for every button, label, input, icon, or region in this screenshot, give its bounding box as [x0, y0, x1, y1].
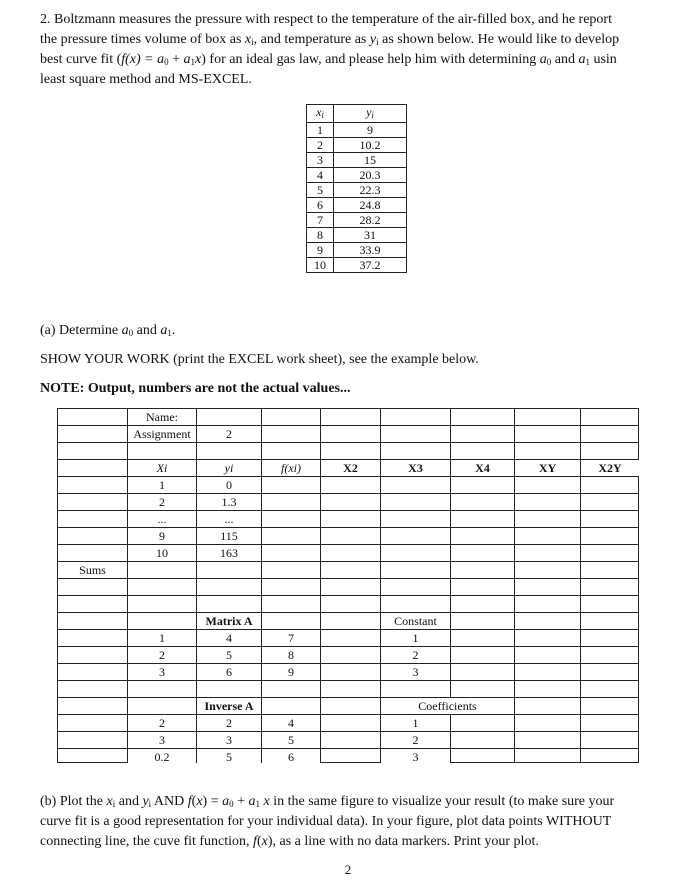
data-rows — [307, 123, 407, 273]
data-row — [307, 153, 407, 168]
coefficient-cell: 3 — [381, 749, 450, 765]
column-header: X3 — [381, 460, 450, 476]
y-cell: 1.3 — [197, 494, 261, 510]
x-value: 1 — [307, 123, 334, 138]
y-value: 24.8 — [334, 198, 407, 213]
x-value: 8 — [307, 228, 334, 243]
col-header-y: $y_i$ — [334, 105, 407, 123]
x-cell: 1 — [128, 477, 196, 493]
assignment-value: 2 — [197, 426, 261, 442]
problem-line-1: 2. Boltzmann measures the pressure with respect to the temperature of the air-filled box, and he report — [40, 12, 612, 27]
matrix-a-cell: 9 — [262, 664, 320, 680]
part-b-line-1: (b) Plot the $x_i$ and $y_i$ AND $f(x) = a_0 + a_1$ x in the same figure to visualize your result (to make sure your — [40, 794, 615, 809]
grid-column-line — [57, 408, 58, 763]
matrix-a-cell: 2 — [128, 647, 196, 663]
matrix-a-cell: 8 — [262, 647, 320, 663]
matrix-a-label: Matrix A — [197, 613, 261, 629]
x-cell: 2 — [128, 494, 196, 510]
matrix-a-cell: 5 — [197, 647, 261, 663]
problem-line-2: the pressure times volume of box as $x_i$, and temperature as $y_i$ as shown below. He would like to develop — [40, 32, 620, 47]
part-b-line-2: curve fit is a good representation for your individual data). In your figure, plot data points WITHOUT — [40, 814, 612, 829]
data-row — [307, 213, 407, 228]
inverse-a-label: Inverse A — [197, 698, 261, 714]
constant-cell: 3 — [381, 664, 450, 680]
coefficients-label: Coefficients — [381, 698, 514, 714]
grid-row-line — [57, 612, 639, 613]
data-row — [307, 183, 407, 198]
constant-cell: 1 — [381, 630, 450, 646]
y-value: 28.2 — [334, 213, 407, 228]
matrix-a-cell: 4 — [197, 630, 261, 646]
x-cell: 10 — [128, 545, 196, 561]
y-cell: ... — [197, 511, 261, 527]
inverse-a-cell: 4 — [262, 715, 320, 731]
column-header: XY — [515, 460, 580, 476]
matrix-a-cell: 1 — [128, 630, 196, 646]
y-cell: 0 — [197, 477, 261, 493]
y-cell: 115 — [197, 528, 261, 544]
y-value: 9 — [334, 123, 407, 138]
constant-label: Constant — [381, 613, 450, 629]
x-cell: ... — [128, 511, 196, 527]
grid-row-line — [57, 578, 639, 579]
grid-row-line — [57, 561, 639, 562]
page-number: 2 — [344, 862, 352, 877]
part-b-line-3: connecting line, the cuve fit function, f(x), as a line with no data markers. Print your plot. — [40, 834, 539, 849]
x-value: 5 — [307, 183, 334, 198]
x-cell: 9 — [128, 528, 196, 544]
y-value: 10.2 — [334, 138, 407, 153]
data-table — [306, 104, 407, 273]
y-value: 20.3 — [334, 168, 407, 183]
column-header: Xi — [128, 460, 196, 476]
x-value: 4 — [307, 168, 334, 183]
coefficient-cell: 2 — [381, 732, 450, 748]
data-row — [307, 228, 407, 243]
data-row — [307, 138, 407, 153]
x-value: 10 — [307, 258, 334, 273]
inverse-a-cell: 3 — [128, 732, 196, 748]
grid-row-line — [57, 442, 639, 443]
column-header: f(xi) — [262, 460, 320, 476]
grid-row-line — [57, 697, 639, 698]
coefficient-cell: 1 — [381, 715, 450, 731]
data-row — [307, 243, 407, 258]
matrix-a-cell: 7 — [262, 630, 320, 646]
x-value: 3 — [307, 153, 334, 168]
y-value: 37.2 — [334, 258, 407, 273]
x-value: 6 — [307, 198, 334, 213]
inverse-a-cell: 2 — [128, 715, 196, 731]
data-row — [307, 198, 407, 213]
data-row — [307, 168, 407, 183]
x-value: 9 — [307, 243, 334, 258]
y-value: 33.9 — [334, 243, 407, 258]
inverse-a-cell: 3 — [197, 732, 261, 748]
data-row — [307, 258, 407, 273]
y-value: 15 — [334, 153, 407, 168]
problem-line-4: least square method and MS-EXCEL. — [40, 72, 252, 87]
assignment-label: Assignment — [128, 426, 196, 442]
y-cell: 163 — [197, 545, 261, 561]
grid-row-line — [57, 680, 639, 681]
inverse-a-cell: 2 — [197, 715, 261, 731]
grid-row-line — [57, 595, 639, 596]
matrix-a-cell: 6 — [197, 664, 261, 680]
data-row — [307, 123, 407, 138]
x-value: 2 — [307, 138, 334, 153]
y-value: 31 — [334, 228, 407, 243]
problem-line-3: best curve fit $(f(x) = a_0 + a_1x)$ for an ideal gas law, and please help him with determining $a_0$ and $a_1$ usin — [40, 52, 617, 67]
excel-worksheet — [57, 408, 639, 763]
show-work-text: SHOW YOUR WORK (print the EXCEL work sheet), see the example below. — [40, 352, 479, 367]
inverse-a-cell: 0.2 — [128, 749, 196, 765]
column-header: X4 — [451, 460, 514, 476]
name-label: Name: — [128, 409, 196, 425]
column-header: yi — [197, 460, 261, 476]
problem-statement — [40, 10, 655, 90]
col-header-x: $x_i$ — [307, 105, 334, 123]
x-value: 7 — [307, 213, 334, 228]
matrix-a-cell: 3 — [128, 664, 196, 680]
constant-cell: 2 — [381, 647, 450, 663]
part-a-heading: (a) Determine $a_0$ and $a_1$. — [40, 323, 176, 338]
y-value: 22.3 — [334, 183, 407, 198]
inverse-a-cell: 5 — [262, 732, 320, 748]
sums-label: Sums — [58, 562, 127, 578]
inverse-a-cell: 5 — [197, 749, 261, 765]
note-text: NOTE: Output, numbers are not the actual values... — [40, 381, 351, 396]
column-header: X2Y — [581, 460, 639, 476]
part-b — [40, 792, 655, 852]
column-header: X2 — [321, 460, 380, 476]
inverse-a-cell: 6 — [262, 749, 320, 765]
